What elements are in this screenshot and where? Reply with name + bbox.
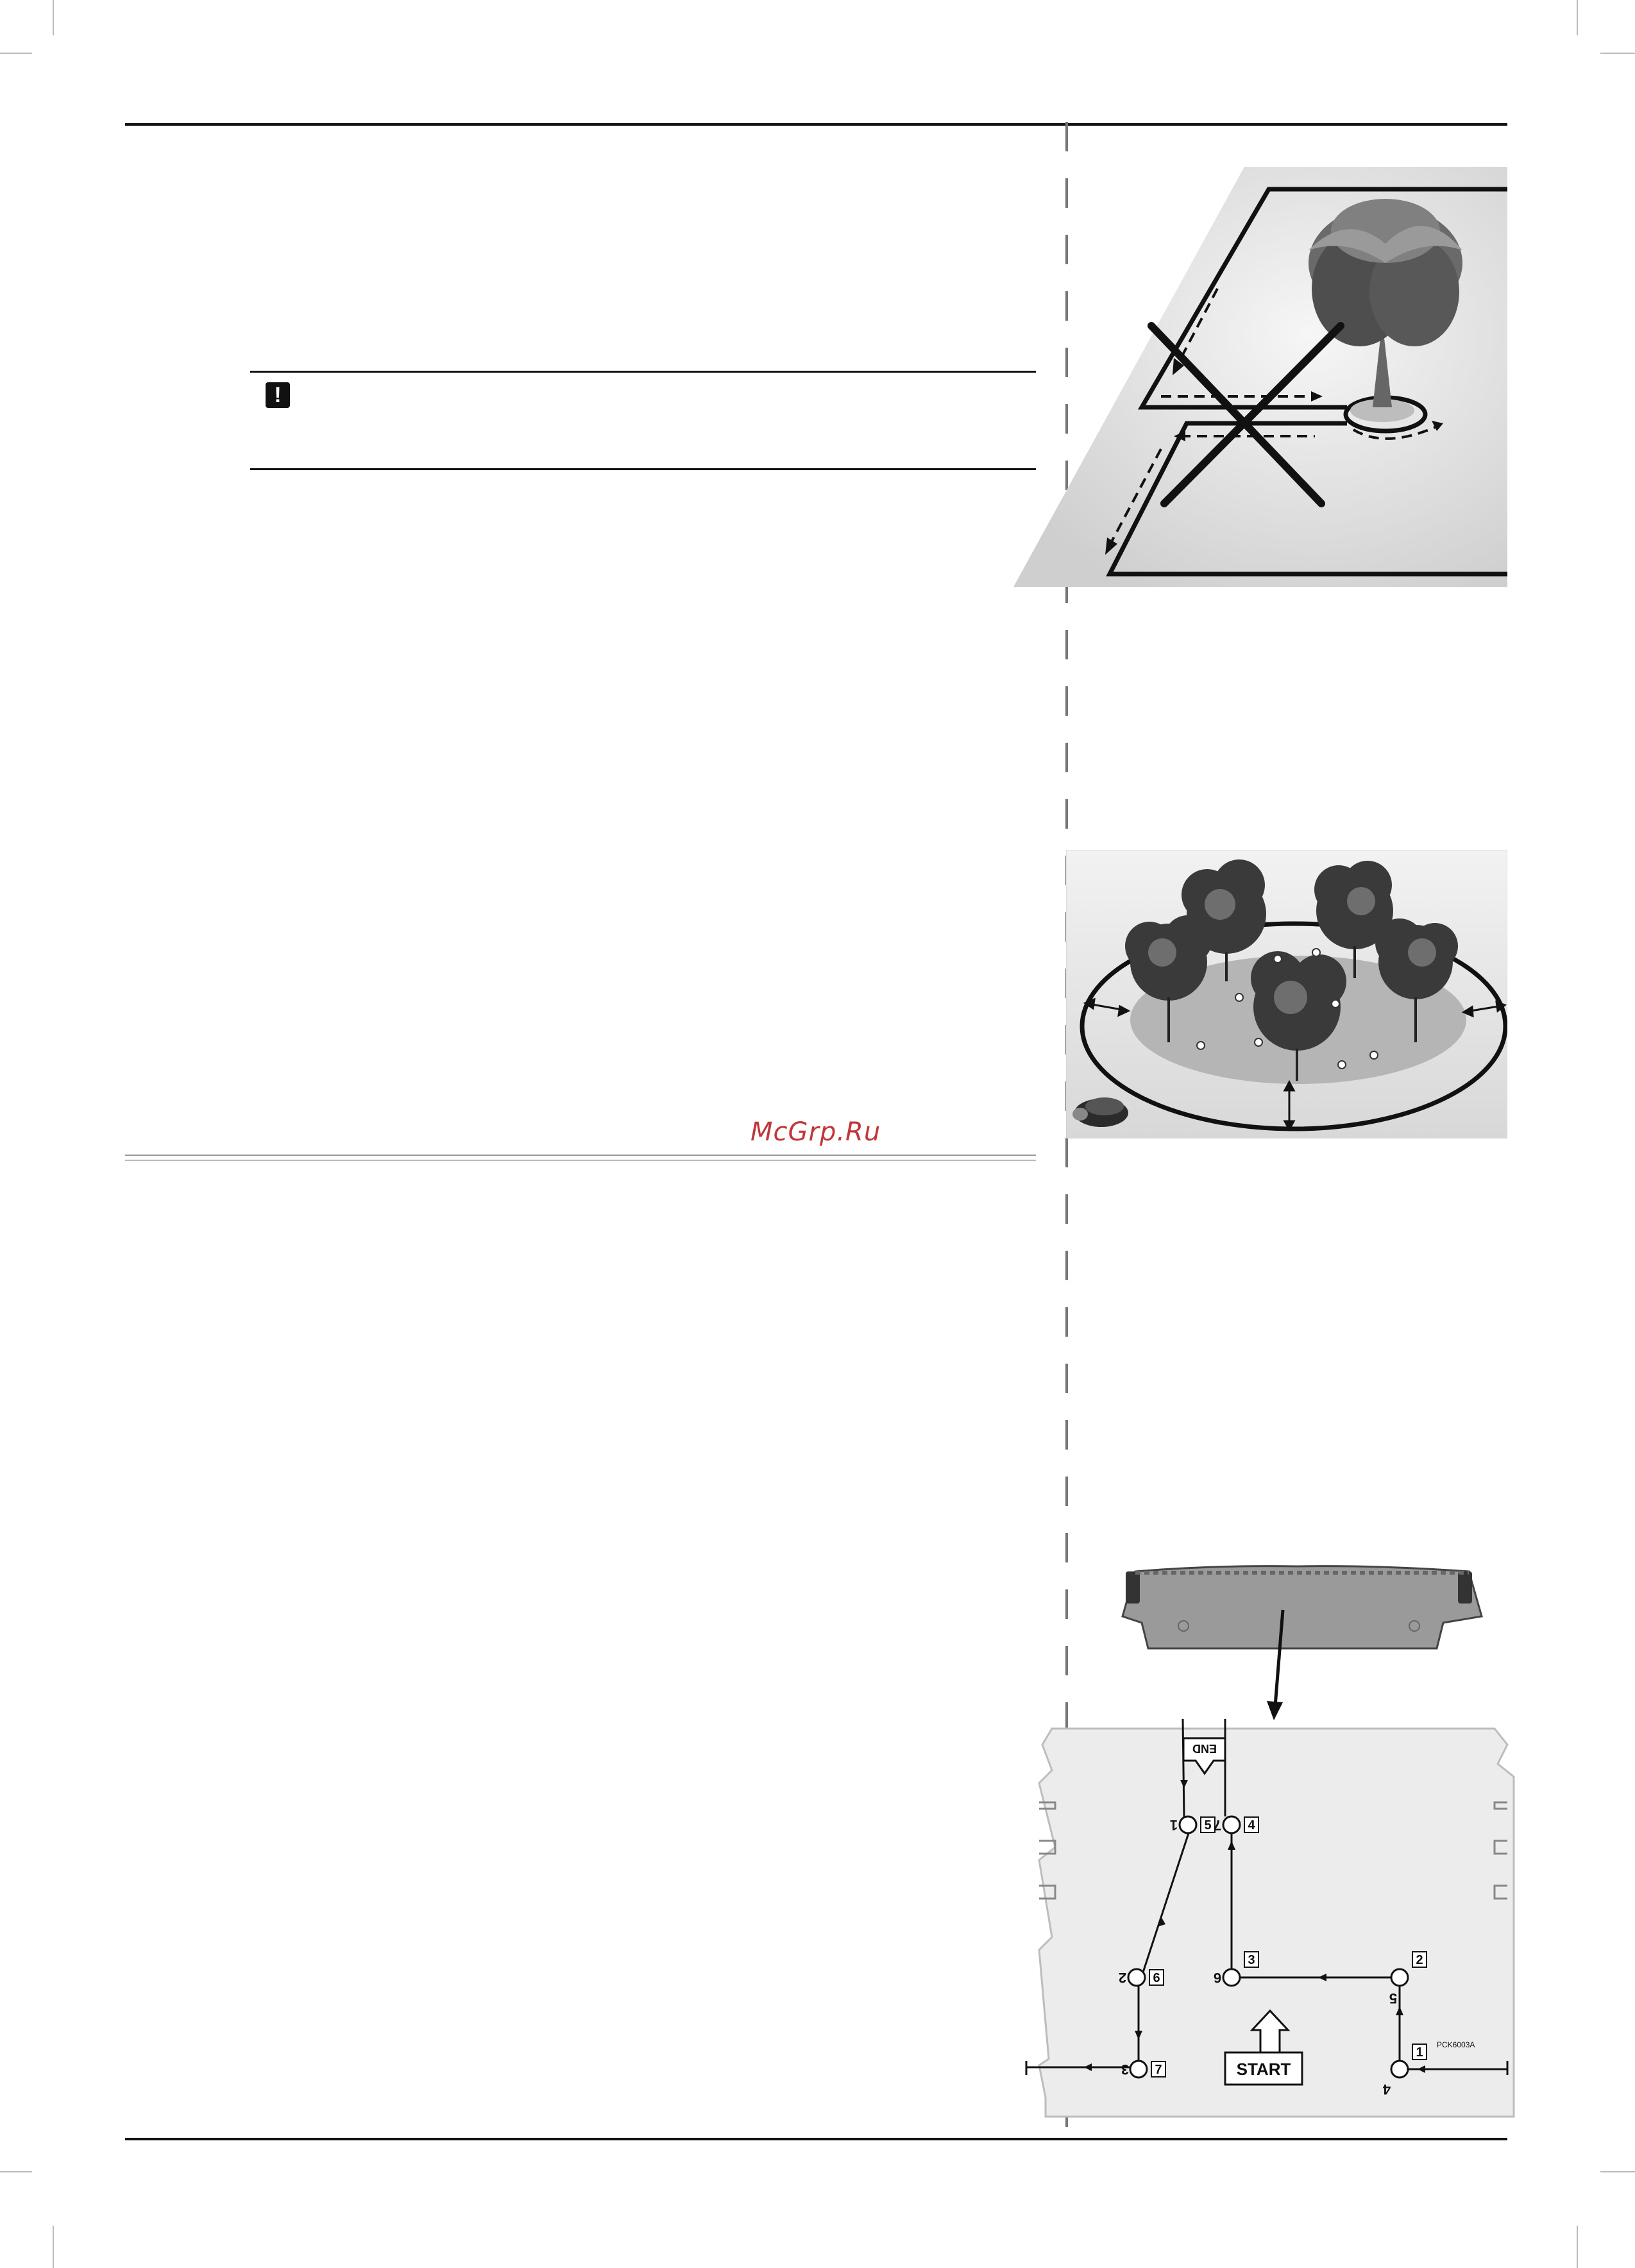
rev-number: 5: [1389, 1990, 1398, 2006]
callout-top-line: [250, 371, 1036, 373]
svg-text:END: END: [1192, 1742, 1217, 1755]
box-number: 2: [1416, 1953, 1423, 1967]
bottom-rule: [125, 2138, 1507, 2140]
crop-mark: [1577, 0, 1578, 35]
rev-number: 7: [1213, 1817, 1222, 1833]
crop-mark: [1577, 2226, 1578, 2268]
rev-number: 4: [1382, 2081, 1391, 2097]
box-number: 1: [1416, 2045, 1423, 2060]
rev-number: 2: [1118, 1970, 1127, 1986]
crop-mark: [53, 2226, 54, 2268]
figure-code: PCK6003A: [1437, 2040, 1475, 2049]
box-number: 7: [1155, 2063, 1162, 2077]
callout-bottom-line: [250, 468, 1036, 470]
top-rule: [125, 123, 1507, 126]
warning-icon: !: [266, 382, 290, 408]
box-number: 6: [1153, 1971, 1160, 1985]
crop-mark: [1600, 2171, 1635, 2172]
section-separator: [125, 1155, 1036, 1161]
crop-mark: [53, 0, 54, 35]
crop-mark: [1600, 53, 1635, 54]
rev-number: 3: [1121, 2061, 1130, 2078]
warning-callout: [250, 371, 1036, 470]
box-number: 3: [1248, 1953, 1255, 1967]
svg-text:START: START: [1236, 2060, 1291, 2079]
figure-garden-bed: [1066, 850, 1507, 1138]
crop-mark: [0, 2171, 32, 2172]
rev-number: 6: [1213, 1970, 1222, 1986]
figure-guide-plate: [1020, 1552, 1520, 2129]
box-number: 4: [1248, 1818, 1255, 1832]
figure-island-loop: [1013, 154, 1507, 590]
crop-mark: [0, 53, 32, 54]
watermark: McGrp.Ru: [750, 1117, 881, 1147]
rev-number: 1: [1169, 1817, 1178, 1833]
box-number: 5: [1204, 1818, 1212, 1832]
guide-part: [1122, 1566, 1482, 1648]
